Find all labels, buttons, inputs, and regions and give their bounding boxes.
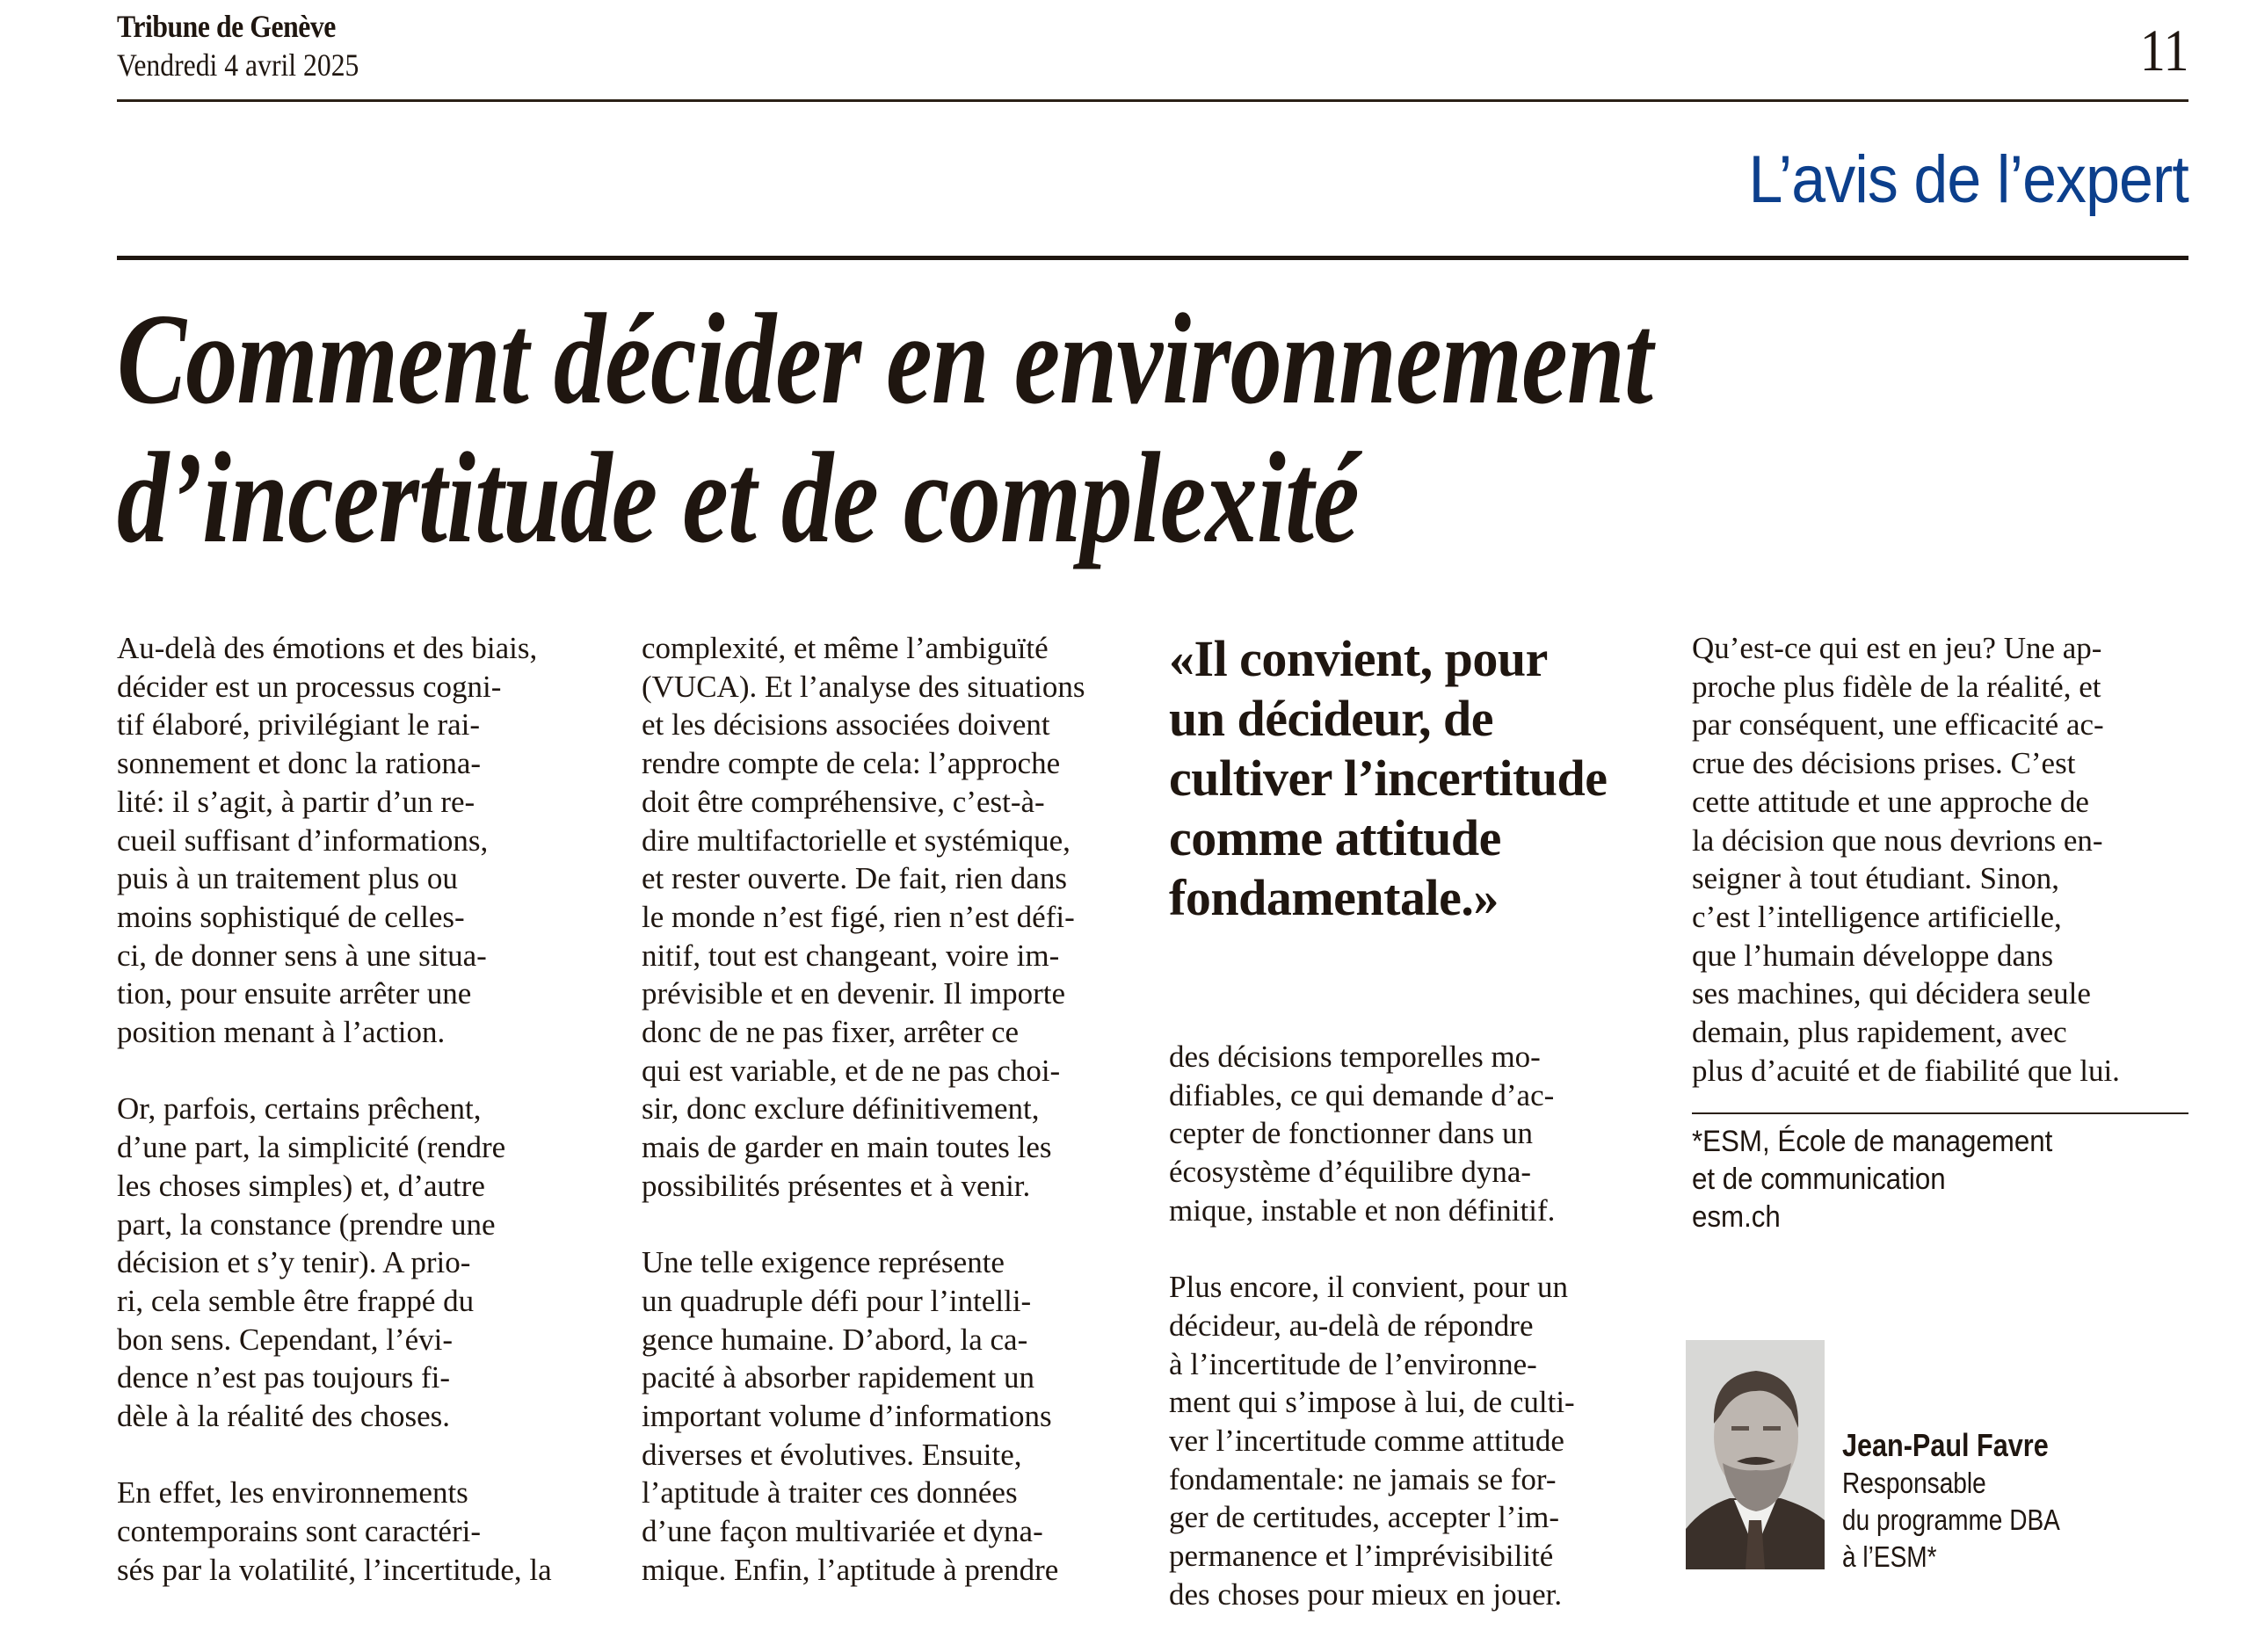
author-portrait-icon <box>1686 1340 1825 1569</box>
article-headline <box>117 287 1790 570</box>
author-name: Jean-Paul Favre <box>1842 1427 2049 1463</box>
page-number: 11 <box>2139 17 2188 83</box>
header-divider <box>117 99 2188 102</box>
author-info <box>1842 1426 2060 1576</box>
footnote-divider <box>1692 1112 2188 1114</box>
section-divider <box>117 256 2188 260</box>
footnote: *ESM, École de management et de communication esm.ch <box>1692 1125 2053 1234</box>
paragraph: complexité, et même l’ambiguïté (VUCA). Et l’analyse des situations et les décisions associées doivent rendre compte de cela: l’approche doit être compréhensive, c’est-à- dire multifactorielle et systémique, et rester ouverte. De fait, rien dans le monde n’est figé, rien n’est défi- nitif, tout est changeant, voire im- prévisible et en devenir. Il importe donc de ne pas fixer, arrêter ce qui est variable, et de ne pas choi- sir, donc exclure définitivement, mais de garder en main toutes les possibilités présentes et à venir. <box>642 631 1085 1203</box>
author-role-line: Responsable <box>1842 1467 1986 1499</box>
paragraph: Or, parfois, certains prêchent, d’une part, la simplicité (rendre les choses simples) et, d’autre part, la constance (prendre une décision et s’y tenir). A prio- ri, cela semble être frappé du bon sens. Cependant, l’évi- dence n’est pas toujours fi- dèle à la réalité des choses. <box>117 1091 506 1434</box>
headline-line-1: Comment décider en environnement <box>117 287 1653 431</box>
pull-quote: «Il convient, pour un décideur, de cultiver l’incertitude comme attitude fondamentale.» <box>1169 630 1608 926</box>
section-title: L’avis de l’expert <box>1748 142 2188 217</box>
paragraph: Qu’est-ce qui est en jeu? Une ap- proche plus fidèle de la réalité, et par conséquent, une efficacité ac- crue des décisions prises. C’est cette attitude et une approche de la décision que nous devrions en- seigner à tout étudiant. Sinon, c’est l’intelligence artificielle, que l’humain développe dans ses machines, qui décidera seule demain, plus rapidement, avec plus d’acuité et de fiabilité que lui. <box>1692 631 2120 1088</box>
publication-date: Vendredi 4 avril 2025 <box>117 47 359 83</box>
article-column-4 <box>1692 629 2219 1128</box>
article-column-3 <box>1169 629 1696 1652</box>
masthead <box>117 7 392 84</box>
author-role-line: à l’ESM* <box>1842 1540 1937 1573</box>
paragraph: Au-delà des émotions et des biais, décider est un processus cogni- tif élaboré, privilégiant le rai- sonnement et donc la rationa- lité: il s’agit, à partir d’un re- cueil suffisant d’informations, puis à un traitement plus ou moins sophistiqué de celles- ci, de donner sens à une situa- tion, pour ensuite arrêter une position menant à l’action. <box>117 631 538 1050</box>
author-photo <box>1686 1340 1825 1569</box>
article-column-1 <box>117 629 635 1627</box>
publication-name: Tribune de Genève <box>117 9 336 44</box>
paragraph: Plus encore, il convient, pour un décideur, au-delà de répondre à l’incertitude de l’environne- ment qui s’impose à lui, de culti- ver l’incertitude comme attitude fondamentale: ne jamais se for- ger de certitudes, accepter l’im- permanence et l’imprévisibilité des choses pour mieux en jouer. <box>1169 1270 1575 1612</box>
paragraph: des décisions temporelles mo- difiables, ce qui demande d’ac- cepter de fonctionner dans un écosystème d’équilibre dyna- mique, instable et non définitif. <box>1169 1040 1556 1228</box>
paragraph: Une telle exigence représente un quadruple défi pour l’intelli- gence humaine. D’abord, la ca- pacité à absorber rapidement un important volume d’informations diverses et évolutives. Ensuite, l’aptitude à traiter ces données d’une façon multivariée et dyna- mique. Enfin, l’aptitude à prendre <box>642 1245 1059 1587</box>
headline-line-2: d’incertitude et de complexité <box>117 426 1359 570</box>
author-role-line: du programme DBA <box>1842 1503 2060 1536</box>
paragraph: En effet, les environnements contemporains sont caractéri- sés par la volatilité, l’incertitude, la <box>117 1475 552 1587</box>
article-column-2 <box>642 629 1169 1627</box>
